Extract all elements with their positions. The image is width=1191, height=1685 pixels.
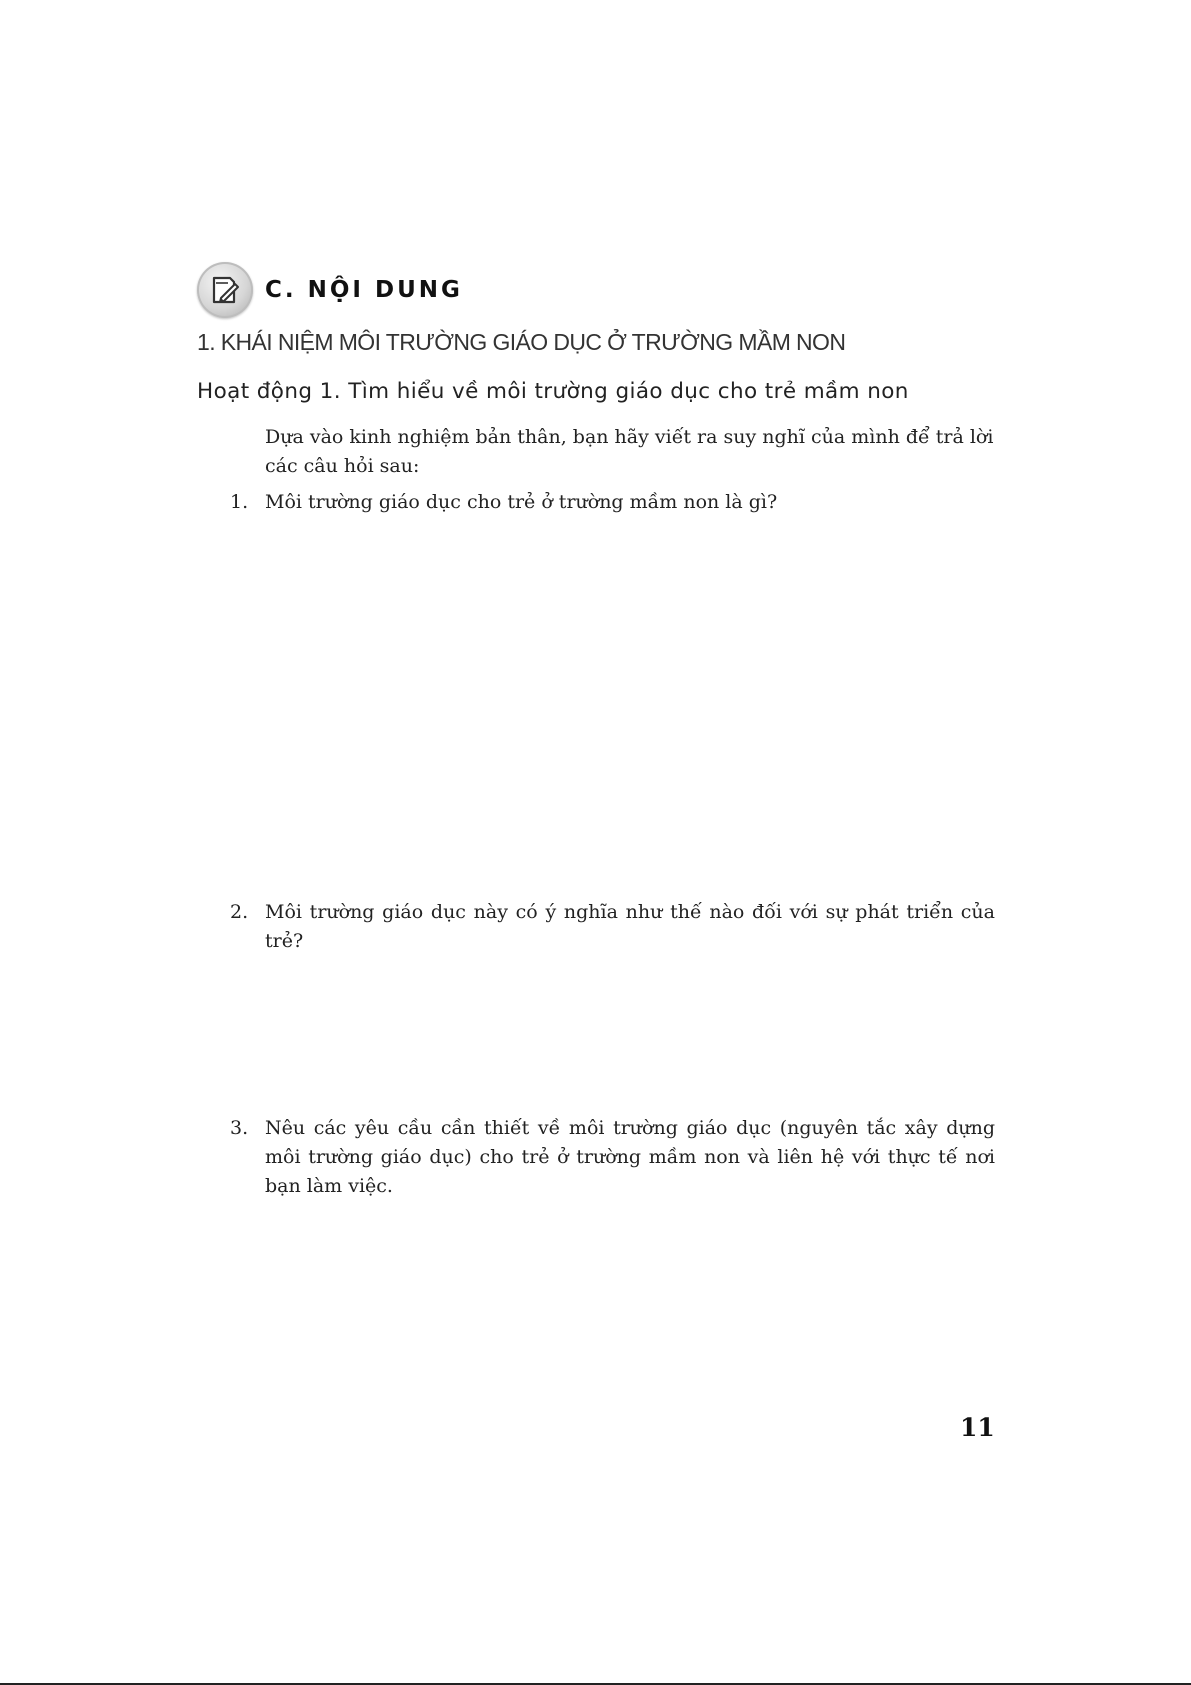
question-3 <box>230 1114 995 1201</box>
question-number: 1. <box>230 491 249 513</box>
question-number: 2. <box>230 901 249 923</box>
section-header <box>197 260 463 320</box>
activity-intro: Dựa vào kinh nghiệm bản thân, bạn hãy viết ra suy nghĩ của mình để trả lời các câu hỏi sau: <box>265 426 994 477</box>
note-pencil-icon <box>197 262 253 318</box>
subsection-title: 1. KHÁI NIỆM MÔI TRƯỜNG GIÁO DỤC Ở TRƯỜNG MẦM NON <box>197 329 846 355</box>
question-1 <box>230 488 995 517</box>
question-2 <box>230 898 995 956</box>
activity-title: Hoạt động 1. Tìm hiểu về môi trường giáo dục cho trẻ mầm non <box>197 379 909 404</box>
question-text: Môi trường giáo dục cho trẻ ở trường mầm non là gì? <box>265 491 778 513</box>
question-text: Môi trường giáo dục này có ý nghĩa như thế nào đối với sự phát triển của trẻ? <box>265 901 995 952</box>
question-number: 3. <box>230 1117 249 1139</box>
note-pencil-icon-graphic <box>208 273 242 307</box>
section-title: C. NỘI DUNG <box>265 277 463 303</box>
question-text: Nêu các yêu cầu cần thiết về môi trường giáo dục (nguyên tắc xây dựng môi trường giáo dục) cho trẻ ở trường mầm non và liên hệ với thực tế nơi bạn làm việc. <box>265 1117 995 1197</box>
page-number: 11 <box>960 1413 995 1442</box>
